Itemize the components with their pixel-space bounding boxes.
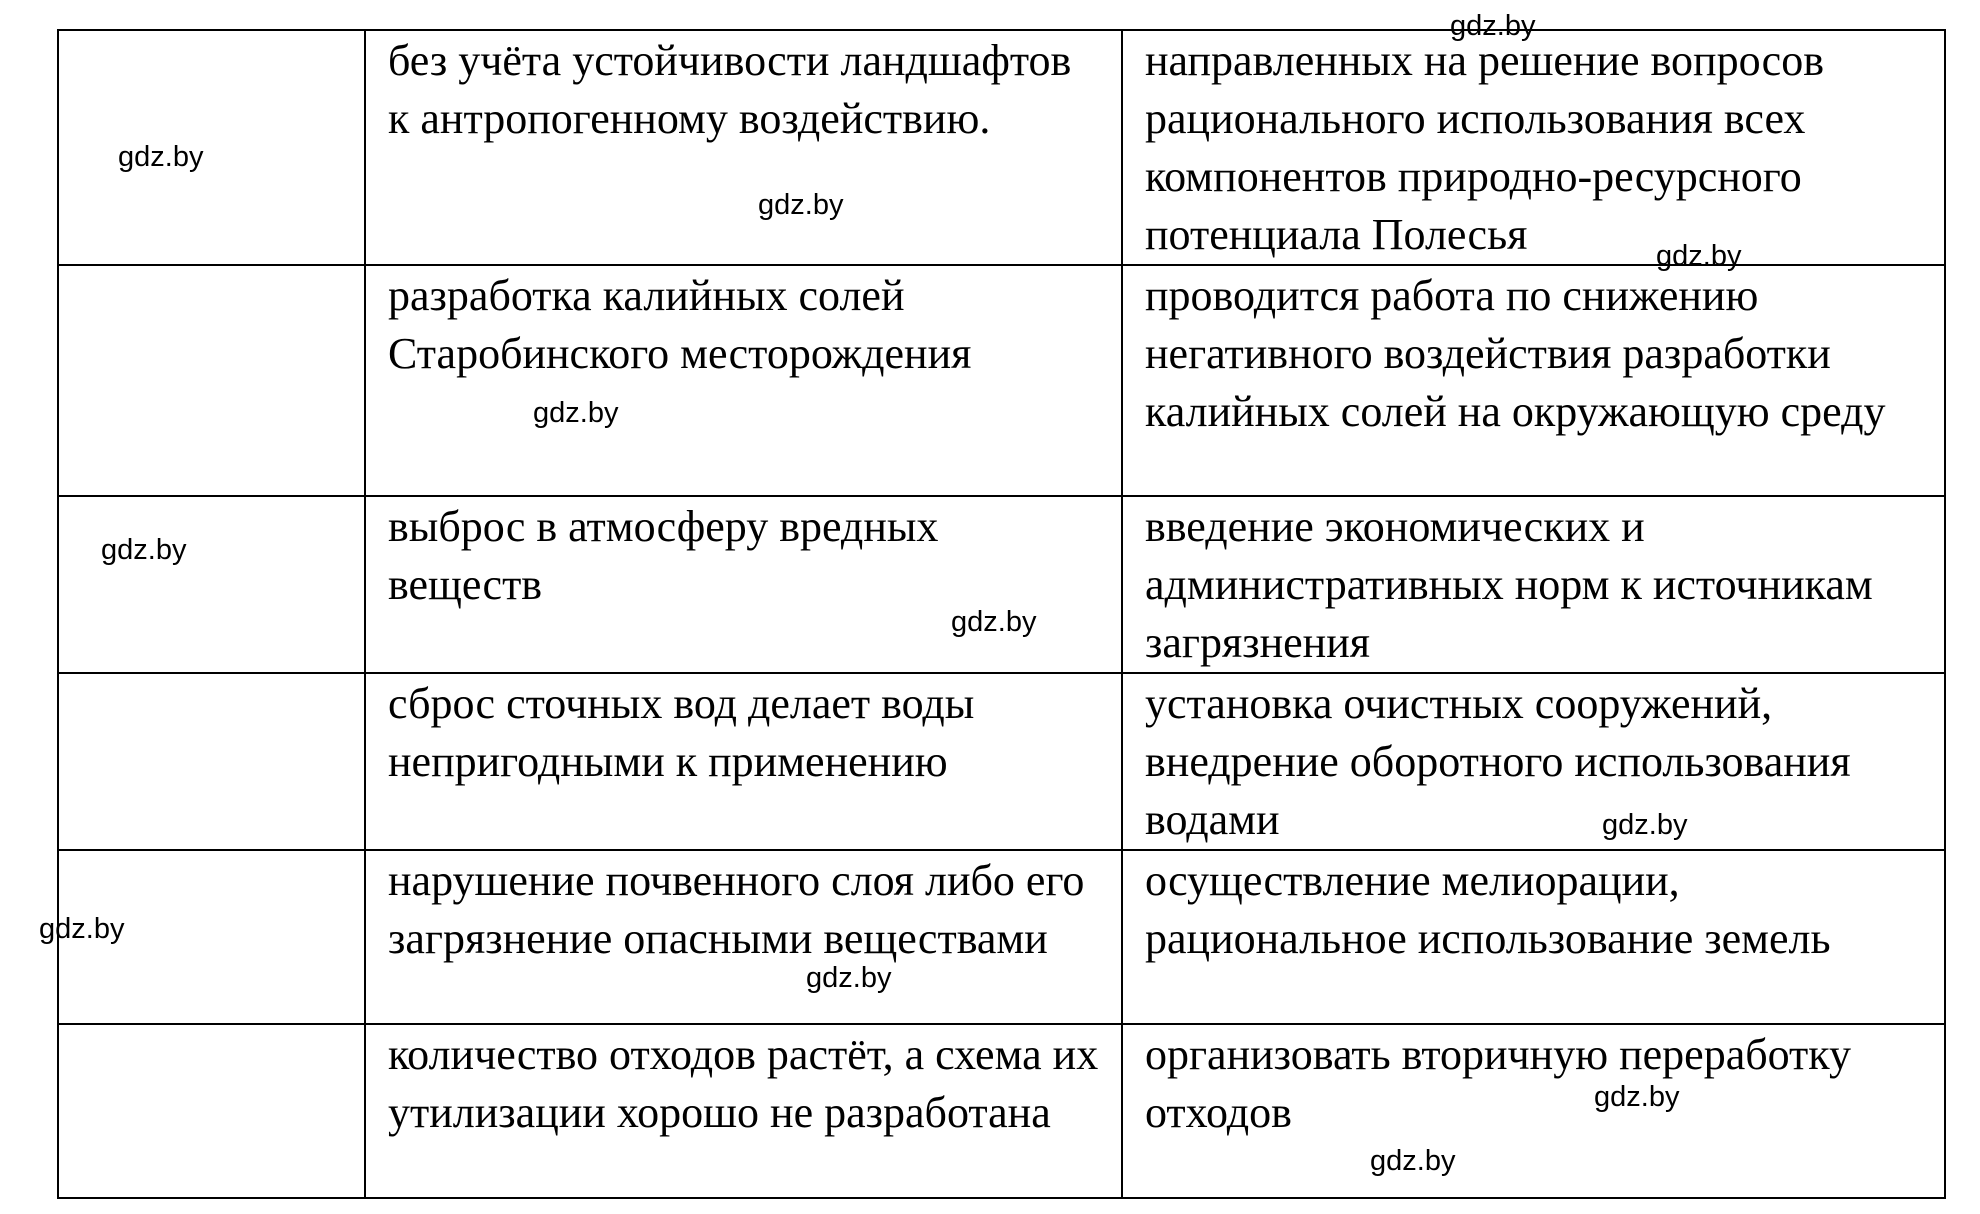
row-marker-cell <box>58 673 365 850</box>
watermark: gdz.by <box>951 606 1037 638</box>
row-marker-cell <box>58 496 365 673</box>
watermark: gdz.by <box>533 397 619 429</box>
problem-cell <box>365 30 1122 265</box>
measure-cell <box>1122 30 1945 265</box>
watermark: gdz.by <box>101 534 187 566</box>
watermark: gdz.by <box>1450 10 1536 42</box>
table-row <box>58 850 1945 1024</box>
measure-cell <box>1122 265 1945 496</box>
watermark: gdz.by <box>758 189 844 221</box>
problem-cell <box>365 496 1122 673</box>
watermark: gdz.by <box>1370 1145 1456 1177</box>
measure-cell <box>1122 850 1945 1024</box>
watermark: gdz.by <box>1656 240 1742 272</box>
measure-text: установка очистных сооружений, внедрение оборотного использования водами <box>1145 679 1851 844</box>
measure-text: организовать вторичную переработку отходов <box>1145 1030 1852 1137</box>
problem-text: разработка калийных солей Старобинского месторождения <box>388 271 972 378</box>
measure-text: направленных на решение вопросов рационального использования всех компонентов природно-ресурсного потенциала Полесья <box>1145 36 1824 259</box>
problem-text: выброс в атмосферу вредных веществ <box>388 502 939 609</box>
measure-cell <box>1122 496 1945 673</box>
problem-cell <box>365 1024 1122 1198</box>
problem-cell <box>365 265 1122 496</box>
table-row <box>58 30 1945 265</box>
problem-text: нарушение почвенного слоя либо его загрязнение опасными веществами <box>388 856 1085 963</box>
problem-text: сброс сточных вод делает воды непригодными к применению <box>388 679 975 786</box>
problem-text: без учёта устойчивости ландшафтов к антропогенному воздействию. <box>388 36 1072 143</box>
measure-cell <box>1122 673 1945 850</box>
watermark: gdz.by <box>806 962 892 994</box>
watermark: gdz.by <box>118 141 204 173</box>
watermark: gdz.by <box>39 913 125 945</box>
measure-text: введение экономических и административных норм к источникам загрязнения <box>1145 502 1873 667</box>
table-row <box>58 496 1945 673</box>
measure-text: осуществление мелиорации, рациональное использование земель <box>1145 856 1831 963</box>
problem-text: количество отходов растёт, а схема их утилизации хорошо не разработана <box>388 1030 1099 1137</box>
problem-cell <box>365 850 1122 1024</box>
row-marker-cell <box>58 265 365 496</box>
watermark: gdz.by <box>1602 809 1688 841</box>
problem-cell <box>365 673 1122 850</box>
row-marker-cell <box>58 1024 365 1198</box>
measure-cell <box>1122 1024 1945 1198</box>
watermark: gdz.by <box>1594 1081 1680 1113</box>
measure-text: проводится работа по снижению негативного воздействия разработки калийных солей на окружающую среду <box>1145 271 1886 436</box>
table-row <box>58 265 1945 496</box>
row-marker-cell <box>58 30 365 265</box>
